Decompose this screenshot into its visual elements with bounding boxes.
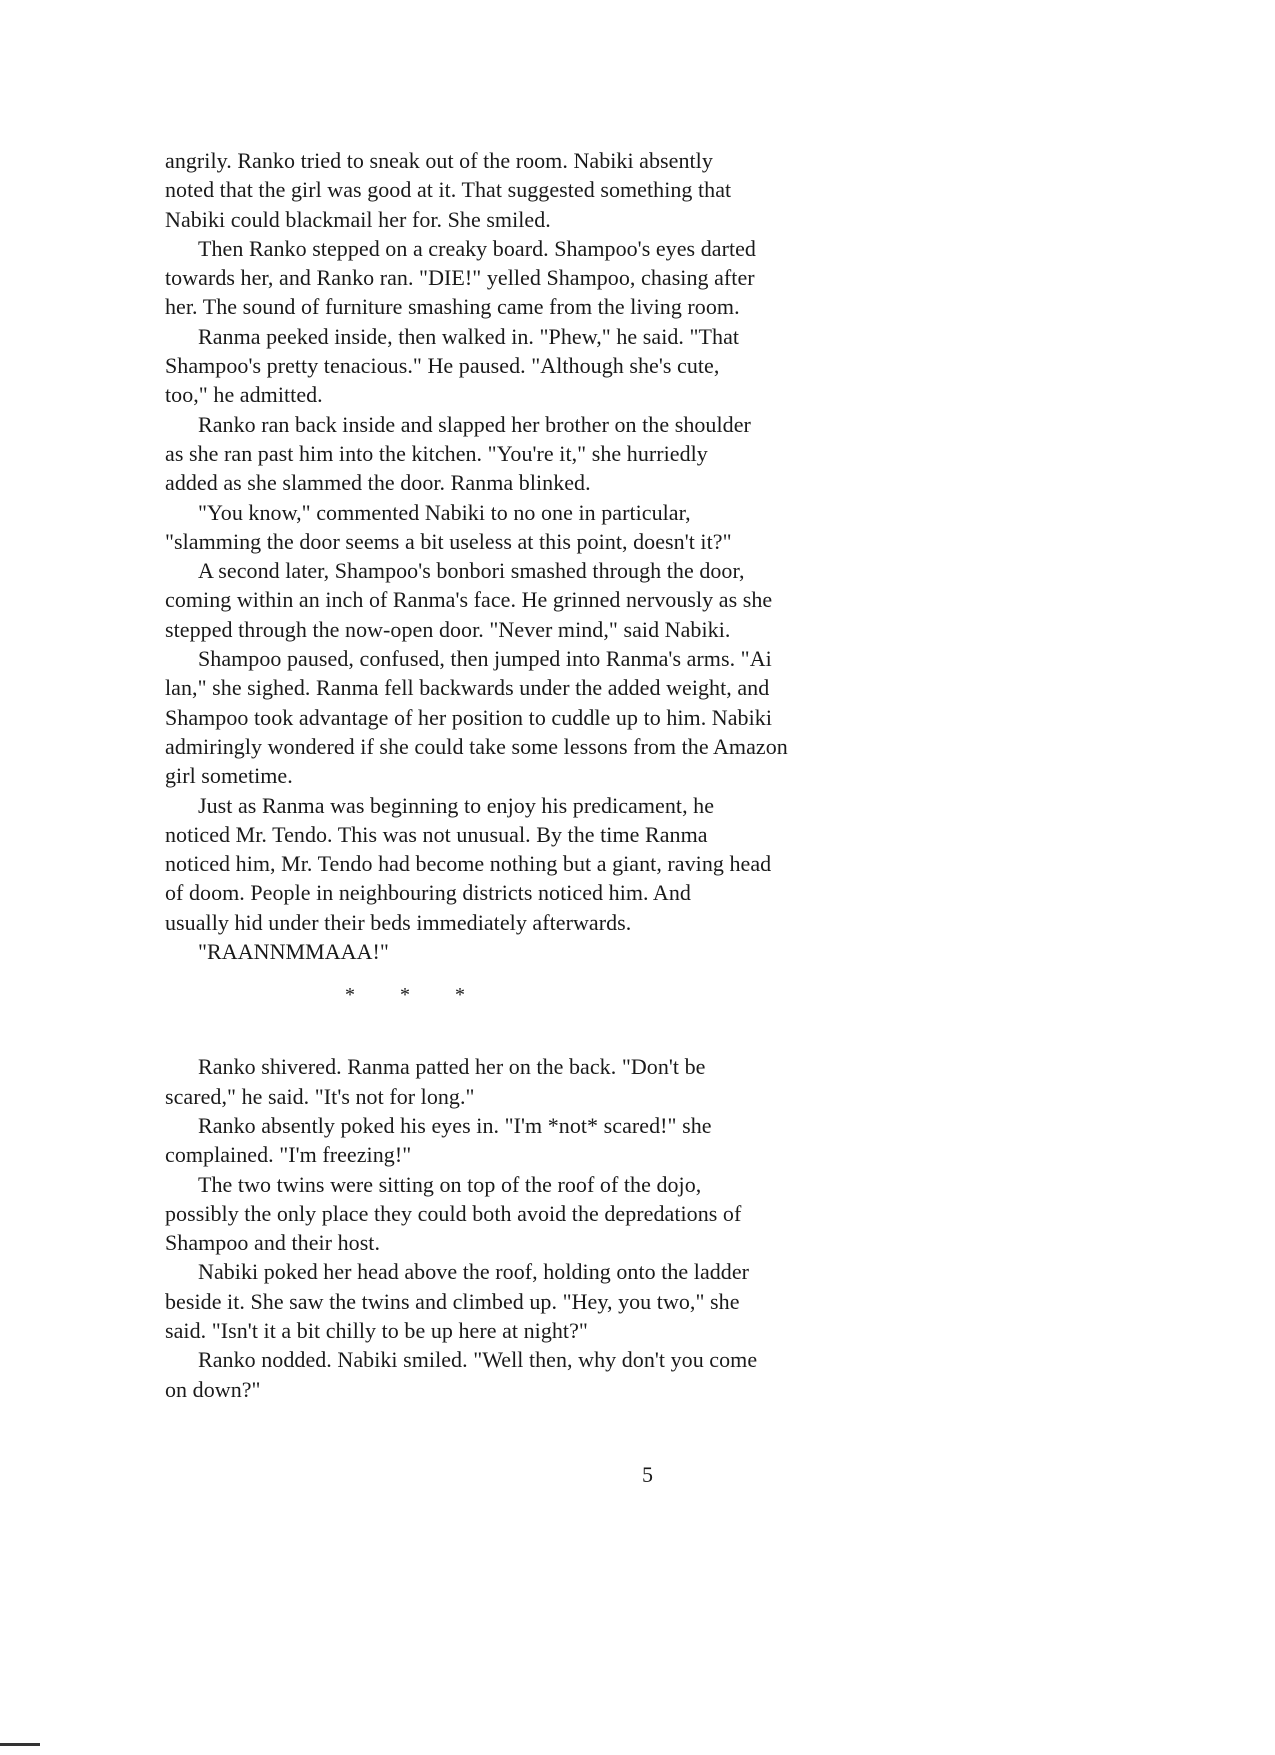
page-number: 5 — [642, 1462, 653, 1487]
text-line: possibly the only place they could both avoid the depredations of — [165, 1200, 742, 1226]
text-line: Shampoo and their host. — [165, 1230, 381, 1256]
text-line: Ranma peeked inside, then walked in. "Phew," he said. "That — [198, 323, 740, 349]
text-line: "RAANNMMAAA!" — [198, 939, 389, 965]
text-line: admiringly wondered if she could take some lessons from the Amazon — [165, 733, 788, 759]
text-line: "You know," commented Nabiki to no one in particular, — [198, 499, 691, 525]
text-line: noticed Mr. Tendo. This was not unusual. By the time Ranma — [165, 821, 708, 847]
spacer — [165, 1024, 885, 1052]
text-line: "slamming the door seems a bit useless at this point, doesn't it?" — [165, 528, 732, 554]
text-line: Nabiki poked her head above the roof, holding onto the ladder — [198, 1259, 750, 1285]
text-section-2 — [165, 1052, 885, 1404]
text-line: as she ran past him into the kitchen. "You're it," she hurriedly — [165, 440, 708, 466]
text-line: stepped through the now-open door. "Never mind," said Nabiki. — [165, 616, 731, 642]
text-line: Ranko ran back inside and slapped her brother on the shoulder — [198, 411, 751, 437]
text-line: Ranko absently poked his eyes in. "I'm *not* scared!" she — [198, 1112, 712, 1138]
text-line: Just as Ranma was beginning to enjoy his predicament, he — [198, 792, 715, 818]
text-line: added as she slammed the door. Ranma blinked. — [165, 470, 591, 496]
scan-edge-mark — [0, 1743, 40, 1746]
text-line: Ranko shivered. Ranma patted her on the back. "Don't be — [198, 1054, 706, 1080]
text-line: too," he admitted. — [165, 382, 323, 408]
text-line: angrily. Ranko tried to sneak out of the room. Nabiki absently — [165, 148, 713, 173]
text-line: lan," she sighed. Ranma fell backwards under the added weight, and — [165, 675, 770, 701]
text-line: Shampoo took advantage of her position to cuddle up to him. Nabiki — [165, 704, 772, 730]
text-line: The two twins were sitting on top of the roof of the dojo, — [198, 1171, 702, 1197]
section-break: * * * — [345, 984, 485, 1007]
body-text — [165, 146, 885, 1404]
text-line: girl sometime. — [165, 763, 293, 789]
text-line: usually hid under their beds immediately afterwards. — [165, 909, 632, 935]
text-line: complained. "I'm freezing!" — [165, 1142, 412, 1168]
text-line: towards her, and Ranko ran. "DIE!" yelled Shampoo, chasing after — [165, 265, 755, 291]
text-line: said. "Isn't it a bit chilly to be up here at night?" — [165, 1317, 588, 1343]
text-line: her. The sound of furniture smashing came from the living room. — [165, 294, 740, 320]
text-line: noticed him, Mr. Tendo had become nothing but a giant, raving head — [165, 851, 772, 877]
text-line: coming within an inch of Ranma's face. He grinned nervously as she — [165, 587, 773, 613]
text-line: Ranko nodded. Nabiki smiled. "Well then, why don't you come — [198, 1347, 758, 1373]
text-line: A second later, Shampoo's bonbori smashed through the door, — [198, 558, 745, 584]
text-line: Shampoo paused, confused, then jumped into Ranma's arms. "Ai — [198, 646, 772, 672]
text-line: of doom. People in neighbouring districts noticed him. And — [165, 880, 691, 906]
text-line: Nabiki could blackmail her for. She smiled. — [165, 206, 551, 232]
text-line: Shampoo's pretty tenacious." He paused. "Although she's cute, — [165, 353, 720, 379]
text-line: scared," he said. "It's not for long." — [165, 1083, 475, 1109]
text-line: on down?" — [165, 1376, 261, 1402]
text-section-1 — [165, 146, 885, 966]
text-line: noted that the girl was good at it. That suggested something that — [165, 177, 732, 203]
text-line: beside it. She saw the twins and climbed up. "Hey, you two," she — [165, 1288, 740, 1314]
text-line: Then Ranko stepped on a creaky board. Shampoo's eyes darted — [198, 235, 756, 261]
